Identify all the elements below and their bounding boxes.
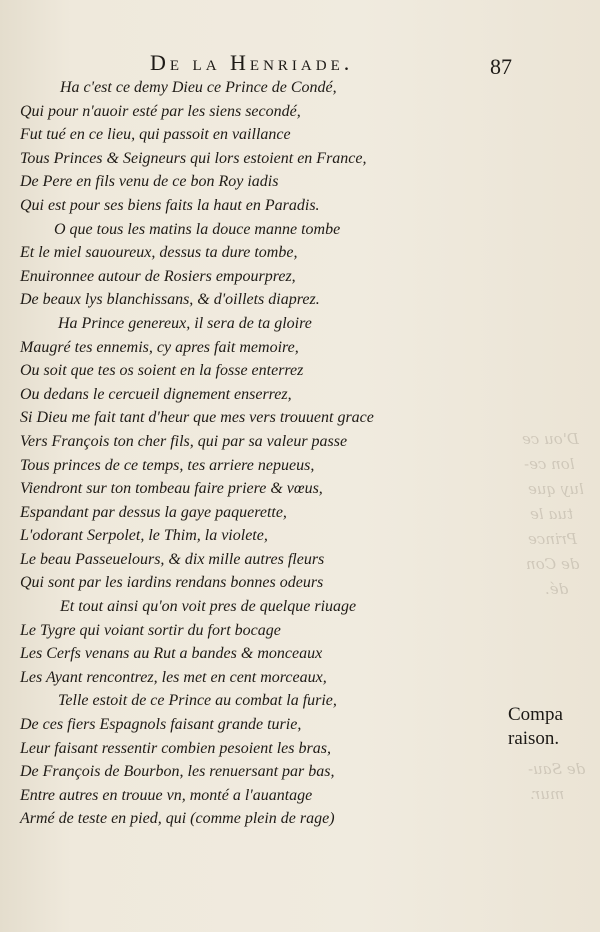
marginal-note-line: raison. — [508, 728, 560, 749]
verse-line: Qui sont par les iardins rendans bonnes odeurs — [20, 574, 324, 592]
verse-line: Fut tué en ce lieu, qui passoit en vaillance — [20, 126, 291, 144]
verse-line: De François de Bourbon, les renuersant par bas, — [20, 763, 335, 781]
verse-line: Le beau Passeuelours, & dix mille autres fleurs — [20, 550, 325, 568]
verse-line: Le Tygre qui voiant sortir du fort bocage — [20, 621, 281, 639]
verse-line: Qui est pour ses biens faits la haut en Paradis. — [20, 196, 320, 214]
verse-line: O que tous les matins la douce manne tombe — [54, 220, 341, 238]
verse-line: Ou soit que tes os soient en la fosse enterrez — [20, 362, 304, 380]
verse-line: Espandant par dessus la gaye paquerette, — [20, 503, 287, 521]
show-through-text: luy que — [528, 480, 584, 498]
verse-line: Viendront sur ton tombeau faire priere & vœus, — [20, 480, 323, 498]
marginal-note-line: Compa — [508, 704, 563, 725]
marginal-note — [508, 703, 563, 751]
verse-line: Vers François ton cher fils, qui par sa valeur passe — [20, 432, 348, 450]
verse-line: Leur faisant ressentir combien pesoient les bras, — [20, 739, 331, 757]
verse-line: Si Dieu me fait tant d'heur que mes vers trouuent grace — [20, 409, 374, 427]
show-through-text: de Con — [526, 555, 580, 573]
verse-line: Maugré tes ennemis, cy apres fait memoire, — [20, 338, 299, 356]
verse-line: De beaux lys blanchissans, & d'oillets diaprez. — [20, 291, 320, 309]
verse-line: Ha c'est ce demy Dieu ce Prince de Condé, — [60, 79, 337, 96]
page-number: 87 — [490, 54, 512, 79]
verse-line: Entre autres en trouue vn, monté a l'auantage — [20, 786, 313, 804]
show-through-text: dé. — [545, 580, 569, 598]
show-through-text: de Sau- — [528, 760, 586, 778]
verse-line: Et le miel sauoureux, dessus ta dure tombe, — [20, 244, 298, 262]
poem-text — [20, 76, 500, 831]
show-through-text: lon ce- — [524, 455, 575, 473]
verse-line: Tous Princes & Seigneurs qui lors estoient en France, — [20, 149, 367, 167]
show-through-text: D'ou ce — [522, 430, 579, 448]
verse-line: De ces fiers Espagnols faisant grande turie, — [20, 716, 302, 734]
verse-line: Les Ayant rencontrez, les met en cent morceaux, — [20, 668, 327, 686]
verse-line: Ou dedans le cercueil dignement enserrez, — [20, 385, 292, 403]
verse-line: Tous princes de ce temps, tes arriere nepueus, — [20, 456, 315, 474]
verse-line: Qui pour n'auoir esté par les siens secondé, — [20, 102, 301, 120]
verse-line: Telle estoit de ce Prince au combat la furie, — [58, 692, 337, 710]
verse-line: Ha Prince genereux, il sera de ta gloire — [58, 314, 312, 332]
running-title: De la Henriade. — [150, 50, 354, 75]
verse-line: Les Cerfs venans au Rut a bandes & monceaux — [20, 645, 323, 663]
verse-line: Enuironnee autour de Rosiers empourprez, — [20, 267, 296, 285]
verse-line: De Pere en fils venu de ce bon Roy iadis — [20, 173, 279, 191]
show-through-text: tua le — [530, 505, 574, 523]
verse-line: Et tout ainsi qu'on voit pres de quelque riuage — [60, 598, 357, 616]
show-through-text: Prince — [528, 530, 577, 548]
verse-line: L'odorant Serpolet, le Thim, la violete, — [20, 527, 268, 545]
show-through-text: mur. — [530, 785, 565, 803]
verse-line: Armé de teste en pied, qui (comme plein de rage) — [20, 810, 335, 828]
